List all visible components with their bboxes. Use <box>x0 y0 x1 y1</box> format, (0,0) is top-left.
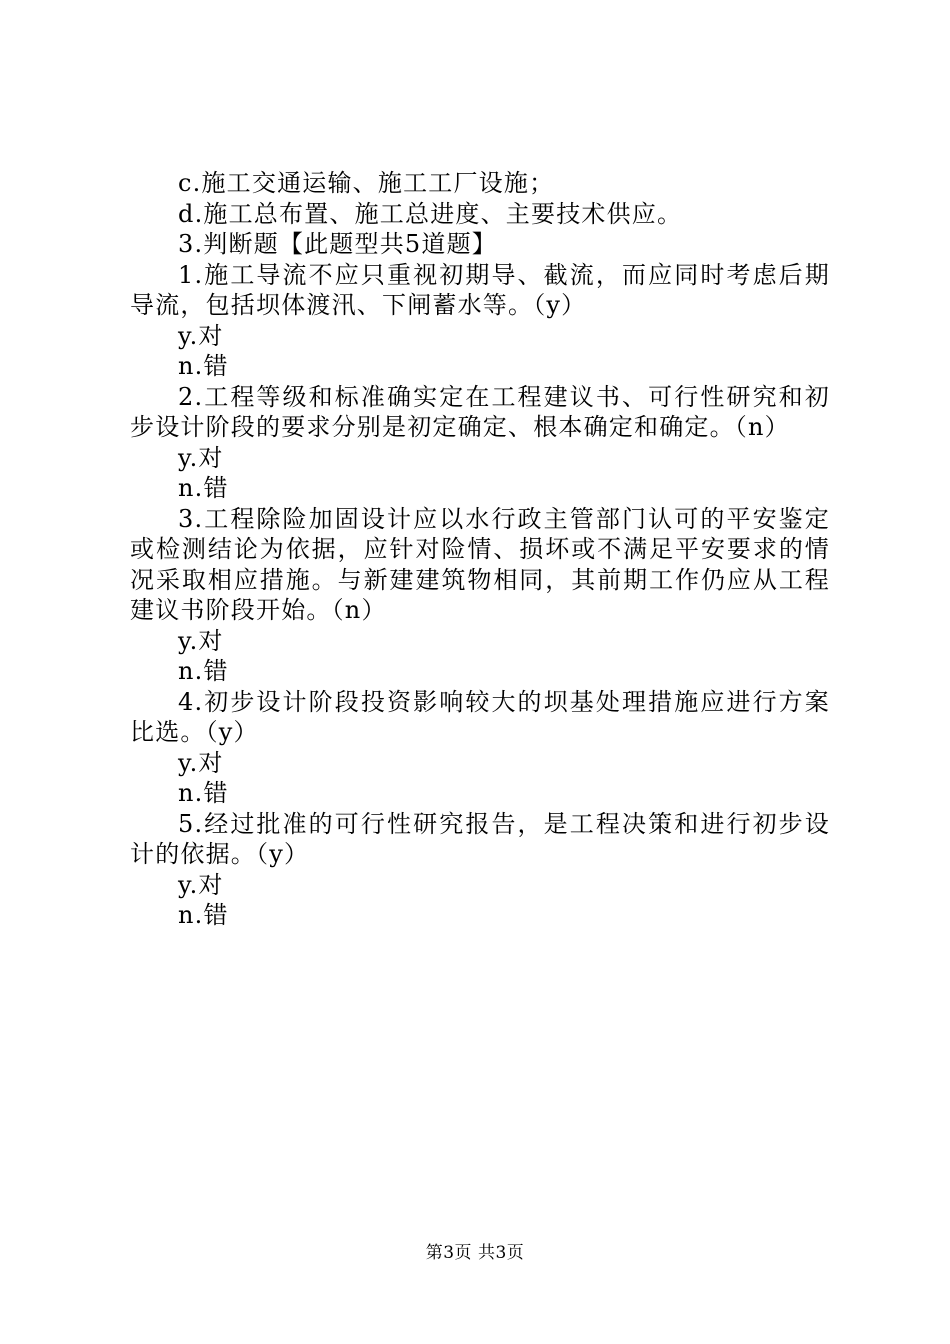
question-4-option-y: y.对 <box>178 748 224 777</box>
question-5-option-y: y.对 <box>178 870 224 899</box>
question-4: 4.初步设计阶段投资影响较大的坝基处理措施应进行方案比选。（y） <box>130 687 830 746</box>
question-1: 1.施工导流不应只重视初期导、截流，而应同时考虑后期导流，包括坝体渡汛、下闸蓄水等。（y） <box>130 260 830 319</box>
document-body <box>130 168 830 931</box>
option-c: c.施工交通运输、施工工厂设施； <box>178 169 555 197</box>
question-1-option-y: y.对 <box>178 321 224 350</box>
question-4-option-n: n.错 <box>178 779 229 807</box>
option-d: d.施工总布置、施工总进度、主要技术供应。 <box>178 199 683 228</box>
question-3-option-n: n.错 <box>178 657 229 685</box>
question-5-option-n: n.错 <box>178 901 229 929</box>
question-2-option-n: n.错 <box>178 474 229 502</box>
question-2-option-y: y.对 <box>178 443 224 472</box>
question-3: 3.工程除险加固设计应以水行政主管部门认可的平安鉴定或检测结论为依据，应针对险情、损坏或不满足平安要求的情况采取相应措施。与新建建筑物相同，其前期工作仍应从工程建议书阶段开始。（n） <box>130 504 830 624</box>
page-footer: 第3页 共3页 <box>425 1243 525 1263</box>
question-1-option-n: n.错 <box>178 352 229 380</box>
question-2: 2.工程等级和标准确实定在工程建议书、可行性研究和初步设计阶段的要求分别是初定确定、根本确定和确定。（n） <box>130 382 830 441</box>
question-5: 5.经过批准的可行性研究报告，是工程决策和进行初步设计的依据。（y） <box>130 809 830 868</box>
section-heading: 3.判断题【此题型共5道题】 <box>178 230 497 258</box>
question-3-option-y: y.对 <box>178 626 224 655</box>
